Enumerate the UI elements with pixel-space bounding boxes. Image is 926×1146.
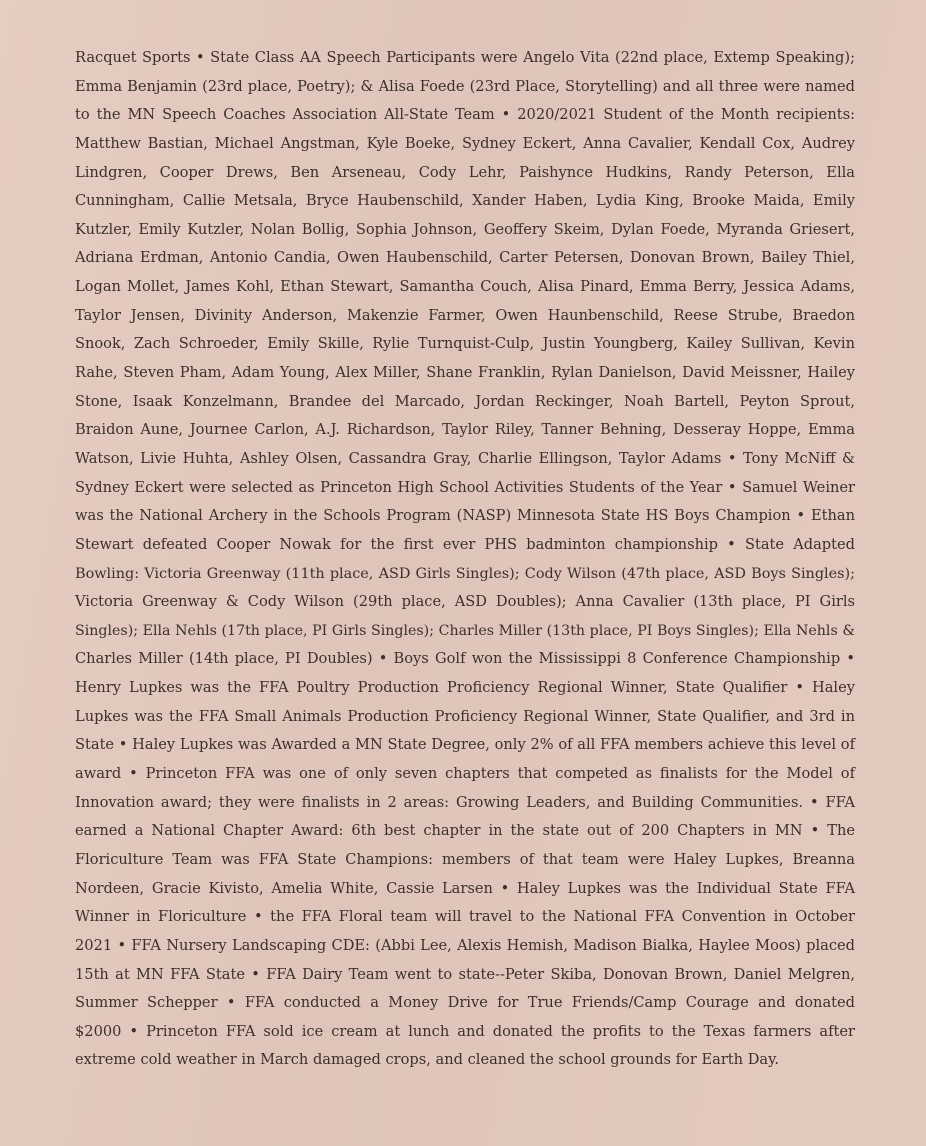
text-line: Sydney Eckert were selected as Princeton High School Activities Students of the Year • Samuel Weiner <box>75 478 855 496</box>
text-line: 15th at MN FFA State • FFA Dairy Team went to state--Peter Skiba, Donovan Brown, Daniel Melgren, <box>75 965 855 983</box>
text-line: Snook, Zach Schroeder, Emily Skille, Rylie Turnquist-Culp, Justin Youngberg, Kailey Sullivan, Kevin <box>75 335 855 353</box>
text-line: Floriculture Team was FFA State Champions: members of that team were Haley Lupkes, Breanna <box>75 850 855 868</box>
text-line: Summer Schepper • FFA conducted a Money Drive for True Friends/Camp Courage and donated <box>75 994 855 1012</box>
text-line: Logan Mollet, James Kohl, Ethan Stewart, Samantha Couch, Alisa Pinard, Emma Berry, Jessica Adams, <box>75 278 855 296</box>
text-line: Lupkes was the FFA Small Animals Production Proficiency Regional Winner, State Qualifier, and 3rd in <box>75 707 855 725</box>
text-line: Victoria Greenway & Cody Wilson (29th place, ASD Doubles); Anna Cavalier (13th place, PI Girls <box>75 593 855 611</box>
text-line: Henry Lupkes was the FFA Poultry Production Proficiency Regional Winner, State Qualifier • Haley <box>75 679 855 697</box>
text-line: Winner in Floriculture • the FFA Floral team will travel to the National FFA Convention in October <box>75 908 855 926</box>
text-line: earned a National Chapter Award: 6th best chapter in the state out of 200 Chapters in MN • The <box>75 822 855 840</box>
text-line: Rahe, Steven Pham, Adam Young, Alex Miller, Shane Franklin, Rylan Danielson, David Meissner, Hailey <box>75 364 855 382</box>
text-line: Cunningham, Callie Metsala, Bryce Haubenschild, Xander Haben, Lydia King, Brooke Maida, Emily <box>75 192 855 210</box>
text-line: 2021 • FFA Nursery Landscaping CDE: (Abbi Lee, Alexis Hemish, Madison Bialka, Haylee Moos) placed <box>75 936 855 954</box>
text-line: Braidon Aune, Journee Carlon, A.J. Richardson, Taylor Riley, Tanner Behning, Desseray Hoppe, Emma <box>75 421 855 439</box>
text-line: was the National Archery in the Schools Program (NASP) Minnesota State HS Boys Champion • Ethan <box>75 507 855 525</box>
text-line: extreme cold weather in March damaged crops, and cleaned the school grounds for Earth Day. <box>75 1051 780 1069</box>
text-line: Adriana Erdman, Antonio Candia, Owen Haubenschild, Carter Petersen, Donovan Brown, Bailey Thiel, <box>75 249 855 267</box>
text-line: Matthew Bastian, Michael Angstman, Kyle Boeke, Sydney Eckert, Anna Cavalier, Kendall Cox, Audrey <box>75 134 855 152</box>
text-line: Innovation award; they were finalists in 2 areas: Growing Leaders, and Building Communities. • FFA <box>75 793 855 811</box>
text-line: Lindgren, Cooper Drews, Ben Arseneau, Cody Lehr, Paishynce Hudkins, Randy Peterson, Ella <box>75 163 855 181</box>
text-line: Racquet Sports • State Class AA Speech Participants were Angelo Vita (22nd place, Extemp Speaking); <box>75 49 855 66</box>
text-line: Singles); Ella Nehls (17th place, PI Girls Singles); Charles Miller (13th place, PI Boys Singles); Ella Nehls & <box>75 622 855 639</box>
text-line: Watson, Livie Huhta, Ashley Olsen, Cassandra Gray, Charlie Ellingson, Taylor Adams • Tony McNiff & <box>75 449 855 467</box>
text-line: Charles Miller (14th place, PI Doubles) • Boys Golf won the Mississippi 8 Conference Championship • <box>75 650 855 668</box>
text-line: Kutzler, Emily Kutzler, Nolan Bollig, Sophia Johnson, Geoffery Skeim, Dylan Foede, Myranda Griesert, <box>75 220 855 238</box>
text-line: Taylor Jensen, Divinity Anderson, Makenzie Farmer, Owen Haunbenschild, Reese Strube, Braedon <box>75 306 855 324</box>
text-line: Bowling: Victoria Greenway (11th place, ASD Girls Singles); Cody Wilson (47th place, ASD Boys Singles); <box>75 565 855 582</box>
text-line: Nordeen, Gracie Kivisto, Amelia White, Cassie Larsen • Haley Lupkes was the Individual State FFA <box>75 879 855 897</box>
text-line: $2000 • Princeton FFA sold ice cream at lunch and donated the profits to the Texas farmers after <box>75 1022 855 1040</box>
text-line: to the MN Speech Coaches Association All-State Team • 2020/2021 Student of the Month recipients: <box>75 106 855 124</box>
text-line: State • Haley Lupkes was Awarded a MN State Degree, only 2% of all FFA members achieve this level of <box>75 736 855 754</box>
achievements-paragraph <box>75 44 855 1075</box>
text-line: Emma Benjamin (23rd place, Poetry); & Alisa Foede (23rd Place, Storytelling) and all three were named <box>75 77 855 95</box>
text-line: Stewart defeated Cooper Nowak for the first ever PHS badminton championship • State Adapted <box>75 535 855 553</box>
text-line: award • Princeton FFA was one of only seven chapters that competed as finalists for the Model of <box>75 765 855 783</box>
text-line: Stone, Isaak Konzelmann, Brandee del Marcado, Jordan Reckinger, Noah Bartell, Peyton Sprout, <box>75 392 855 410</box>
